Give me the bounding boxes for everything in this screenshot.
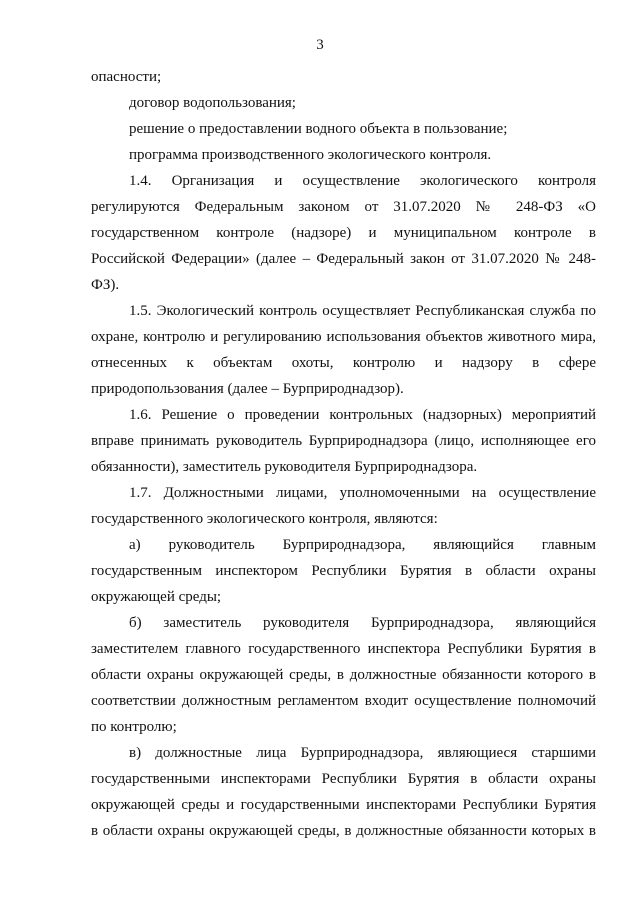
text-line: решение о предоставлении водного объекта в пользование; bbox=[129, 121, 508, 137]
paragraph bbox=[91, 64, 596, 90]
paragraph bbox=[91, 116, 596, 142]
text-line: опасности; bbox=[91, 69, 162, 85]
text-line: обязанности), заместитель руководителя Бурприроднадзора. bbox=[91, 459, 478, 475]
paragraph bbox=[91, 402, 596, 480]
text-line: государственными инспекторами Республики Бурятия в области охраны bbox=[91, 771, 596, 787]
text-line: 1.6. Решение о проведении контрольных (надзорных) мероприятий bbox=[129, 407, 596, 423]
text-line: Российской Федерации» (далее – Федеральный закон от 31.07.2020 № 248- bbox=[91, 251, 596, 267]
paragraph bbox=[91, 610, 596, 740]
text-line: заместителем главного государственного инспектора Республики Бурятия в bbox=[91, 641, 596, 657]
paragraph bbox=[91, 168, 596, 298]
text-line: окружающей среды; bbox=[91, 589, 222, 605]
paragraph bbox=[91, 740, 596, 844]
page-number: 3 bbox=[316, 37, 324, 53]
text-line: 1.7. Должностными лицами, уполномоченными на осуществление bbox=[129, 485, 596, 501]
text-line: 1.4. Организация и осуществление экологического контроля bbox=[129, 173, 596, 189]
text-line: охране, контролю и регулированию использования объектов животного мира, bbox=[91, 329, 596, 345]
paragraph bbox=[91, 298, 596, 402]
text-line: окружающей среды и государственными инспекторами Республики Бурятия bbox=[91, 797, 596, 813]
text-line: 1.5. Экологический контроль осуществляет Республиканская служба по bbox=[129, 303, 596, 319]
text-line: природопользования (далее – Бурприроднадзор). bbox=[91, 381, 404, 397]
text-line: соответствии должностным регламентом входит осуществление полномочий bbox=[91, 693, 596, 709]
text-line: отнесенных к объектам охоты, контролю и надзору в сфере bbox=[91, 355, 596, 371]
text-line: в области охраны окружающей среды, в должностные обязанности которых в bbox=[91, 823, 596, 839]
text-line: государственном контроле (надзоре) и муниципальном контроле в bbox=[91, 225, 596, 241]
text-line: по контролю; bbox=[91, 719, 177, 735]
paragraph bbox=[91, 480, 596, 532]
text-line: государственного экологического контроля, являются: bbox=[91, 511, 438, 527]
text-line: вправе принимать руководитель Бурприроднадзора (лицо, исполняющее его bbox=[91, 433, 596, 449]
text-line: б) заместитель руководителя Бурприроднадзора, являющийся bbox=[129, 615, 596, 631]
document-body bbox=[91, 64, 596, 844]
text-line: а) руководитель Бурприроднадзора, являющийся главным bbox=[129, 537, 596, 553]
text-line: государственным инспектором Республики Бурятия в области охраны bbox=[91, 563, 596, 579]
text-line: договор водопользования; bbox=[129, 95, 296, 111]
paragraph bbox=[91, 90, 596, 116]
paragraph bbox=[91, 532, 596, 610]
text-line: ФЗ). bbox=[91, 277, 120, 293]
text-line: области охраны окружающей среды, в должностные обязанности которого в bbox=[91, 667, 596, 683]
text-line: регулируются Федеральным законом от 31.07.2020 № 248-ФЗ «О bbox=[91, 199, 596, 215]
text-line: программа производственного экологического контроля. bbox=[129, 147, 492, 163]
paragraph bbox=[91, 142, 596, 168]
text-line: в) должностные лица Бурприроднадзора, являющиеся старшими bbox=[129, 745, 596, 761]
